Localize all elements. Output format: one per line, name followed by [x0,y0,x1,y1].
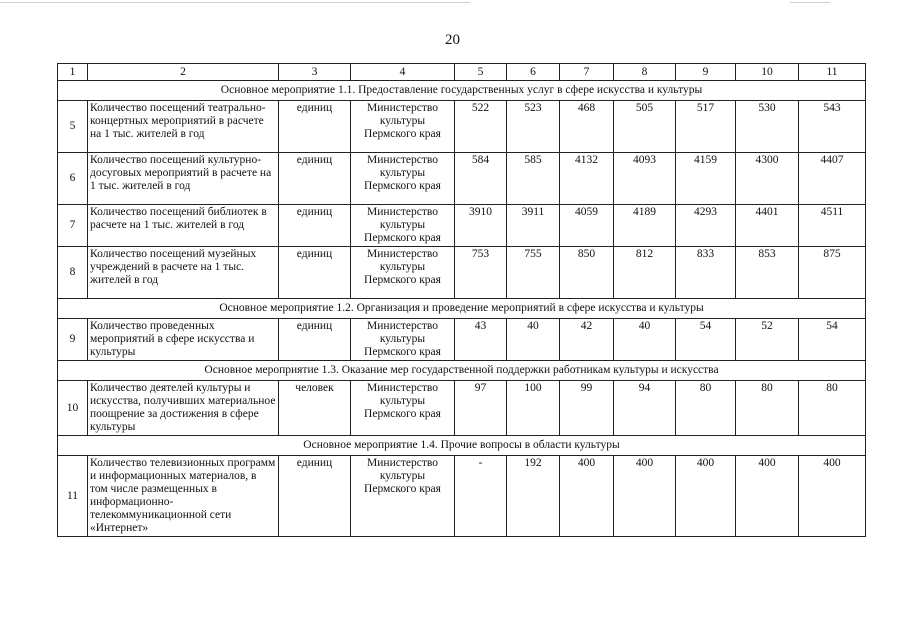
unit-cell: человек [279,381,351,436]
value-cell: 400 [676,456,736,537]
responsible-org: Министерство культуры Пермского края [351,101,455,153]
responsible-org: Министерство культуры Пермского края [351,153,455,205]
value-cell: 3911 [507,205,560,247]
value-cell: 3910 [455,205,507,247]
header-cell: 6 [507,64,560,81]
value-cell: 468 [560,101,614,153]
section-row [58,361,866,381]
value-cell: 853 [736,247,799,299]
value-cell: 875 [799,247,866,299]
indicator-name: Количество посещений театрально-концертных мероприятий в расчете на 1 тыс. жителей в год [88,101,279,153]
indicator-name: Количество деятелей культуры и искусства, получивших материальное поощрение за достижения в сфере культуры [88,381,279,436]
value-cell: 192 [507,456,560,537]
section-title: Основное мероприятие 1.3. Оказание мер государственной поддержки работникам культуры и искусства [58,361,866,381]
header-cell: 7 [560,64,614,81]
value-cell: 753 [455,247,507,299]
section-row [58,299,866,319]
unit-cell: единиц [279,247,351,299]
table-row [58,456,866,537]
indicator-name: Количество посещений музейных учреждений в расчете на 1 тыс. жителей в год [88,247,279,299]
value-cell: 80 [676,381,736,436]
value-cell: 4059 [560,205,614,247]
value-cell: 80 [799,381,866,436]
value-cell: 850 [560,247,614,299]
indicator-name: Количество проведенных мероприятий в сфере искусства и культуры [88,319,279,361]
indicator-name: Количество посещений культурно-досуговых мероприятий в расчете на 1 тыс. жителей в год [88,153,279,205]
value-cell: 97 [455,381,507,436]
indicators-table [57,63,866,537]
value-cell: 54 [676,319,736,361]
value-cell: 99 [560,381,614,436]
value-cell: 40 [507,319,560,361]
responsible-org: Министерство культуры Пермского края [351,456,455,537]
value-cell: 755 [507,247,560,299]
unit-cell: единиц [279,319,351,361]
header-cell: 11 [799,64,866,81]
value-cell: 94 [614,381,676,436]
table-row [58,205,866,247]
value-cell: 40 [614,319,676,361]
section-row [58,436,866,456]
value-cell: 4401 [736,205,799,247]
header-cell: 2 [88,64,279,81]
row-number: 10 [58,381,88,436]
value-cell: 543 [799,101,866,153]
row-number: 8 [58,247,88,299]
responsible-org: Министерство культуры Пермского края [351,319,455,361]
value-cell: 833 [676,247,736,299]
unit-cell: единиц [279,101,351,153]
header-cell: 4 [351,64,455,81]
value-cell: 530 [736,101,799,153]
value-cell: 4093 [614,153,676,205]
responsible-org: Министерство культуры Пермского края [351,205,455,247]
value-cell: 584 [455,153,507,205]
value-cell: 505 [614,101,676,153]
row-number: 9 [58,319,88,361]
header-cell: 8 [614,64,676,81]
row-number: 11 [58,456,88,537]
unit-cell: единиц [279,456,351,537]
row-number: 5 [58,101,88,153]
header-cell: 1 [58,64,88,81]
section-title: Основное мероприятие 1.1. Предоставление государственных услуг в сфере искусства и культуры [58,81,866,101]
table-body [58,64,866,537]
table-row [58,319,866,361]
header-row [58,64,866,81]
header-cell: 3 [279,64,351,81]
value-cell: 400 [560,456,614,537]
unit-cell: единиц [279,205,351,247]
top-rule-left [0,2,470,3]
header-cell: 9 [676,64,736,81]
header-cell: 5 [455,64,507,81]
top-rule-right [790,2,830,3]
value-cell: 4511 [799,205,866,247]
responsible-org: Министерство культуры Пермского края [351,381,455,436]
section-title: Основное мероприятие 1.4. Прочие вопросы в области культуры [58,436,866,456]
unit-cell: единиц [279,153,351,205]
section-row [58,81,866,101]
value-cell: 4159 [676,153,736,205]
value-cell: 4407 [799,153,866,205]
table-row [58,381,866,436]
indicator-name: Количество посещений библиотек в расчете на 1 тыс. жителей в год [88,205,279,247]
value-cell: 4300 [736,153,799,205]
section-title: Основное мероприятие 1.2. Организация и проведение мероприятий в сфере искусства и культуры [58,299,866,319]
value-cell: 522 [455,101,507,153]
header-cell: 10 [736,64,799,81]
value-cell: 517 [676,101,736,153]
row-number: 7 [58,205,88,247]
value-cell: 4293 [676,205,736,247]
table-row [58,247,866,299]
value-cell: 54 [799,319,866,361]
indicator-name: Количество телевизионных программ и информационных материалов, в том числе размещенных в информационно-телекоммуникационной сети «Интернет» [88,456,279,537]
value-cell: 4132 [560,153,614,205]
value-cell: 52 [736,319,799,361]
value-cell: - [455,456,507,537]
value-cell: 80 [736,381,799,436]
value-cell: 400 [614,456,676,537]
responsible-org: Министерство культуры Пермского края [351,247,455,299]
value-cell: 812 [614,247,676,299]
value-cell: 43 [455,319,507,361]
value-cell: 400 [736,456,799,537]
page-number: 20 [445,32,460,48]
value-cell: 523 [507,101,560,153]
table-row [58,101,866,153]
value-cell: 100 [507,381,560,436]
value-cell: 4189 [614,205,676,247]
value-cell: 400 [799,456,866,537]
row-number: 6 [58,153,88,205]
table-row [58,153,866,205]
value-cell: 42 [560,319,614,361]
value-cell: 585 [507,153,560,205]
